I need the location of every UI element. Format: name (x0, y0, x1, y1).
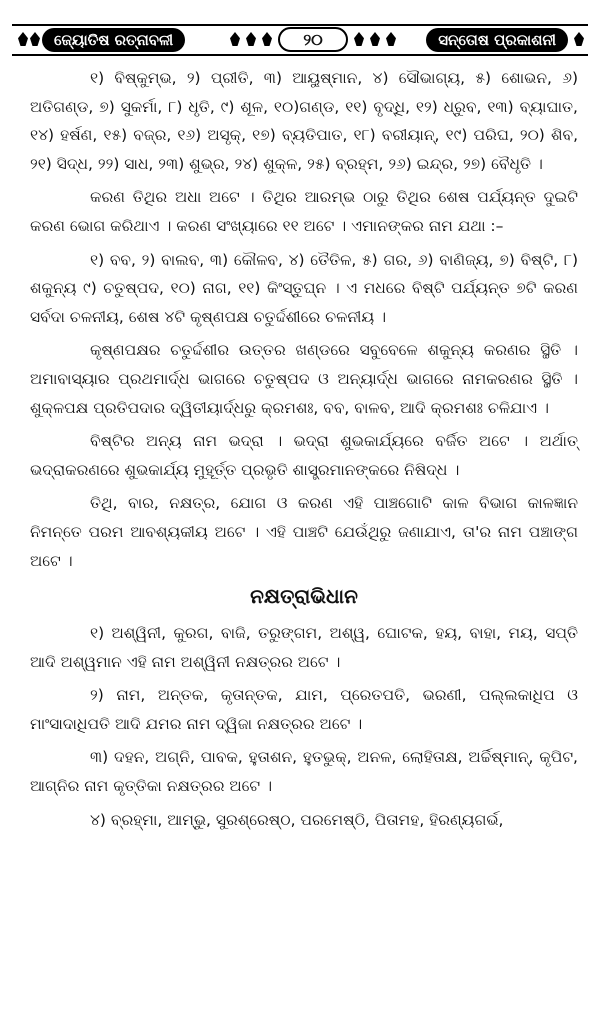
paragraph-yoga-list: ୧) ବିଷ୍କୁମ୍ଭ, ୨) ପ୍ରୀତି, ୩) ଆୟୁଷ୍ମାନ, ୪) ସୌଭାଗ୍ୟ, ୫) ଶୋଭନ, ୬) ଅତିଗଣ୍ଡ, ୭) ସୁକର୍ମା, ୮) ଧୃତି, ୯) ଶୂଳ, ୧୦)ଗଣ୍ଡ, ୧୧) ବୃଦ୍ଧି, ୧୨) ଧ୍ରୁବ, ୧୩) ବ୍ୟାଘାତ, ୧୪) ହର୍ଷଣ, ୧୫) ବଜ୍ର, ୧୬) ଅସୃକ୍, ୧୭) ବ୍ୟତିପାତ, ୧୮) ବରୀୟାନ୍, ୧୯) ପରିଘ, ୨୦) ଶିବ, ୨୧) ସିଦ୍ଧ, ୨୨) ସାଧ, ୨୩) ଶୁଭ୍ର, ୨୪) ଶୁକ୍ଳ, ୨୫) ବ୍ରହ୍ମ, ୨୬) ଇନ୍ଦ୍ର, ୨୭) ବୈଧୃତି । (30, 69, 578, 173)
lotus-ornament-icon (246, 32, 256, 46)
publisher-name: ସନ୍ତୋଷ ପ୍ରକାଶନୀ (426, 28, 568, 52)
lotus-ornament-icon (370, 32, 380, 46)
lotus-ornament-icon (30, 32, 40, 46)
page-header (12, 24, 588, 56)
paragraph-karana-position: କୃଷ୍ଣପକ୍ଷର ଚତୁର୍ଦ୍ଦଶୀର ଉତ୍ତର ଖଣ୍ଡରେ ସବୁବେଳେ ଶକୁନ୍ୟ କରଣର ସ୍ଥିତି । ଅମାବାସ୍ୟାର ପ୍ରଥମାର୍ଦ୍ଧ ଭାଗରେ ଚତୁଷ୍ପଦ ଓ ଅନ୍ୟାର୍ଦ୍ଧ ଭାଗରେ ନାମକରଣର ସ୍ଥିତି । ଶୁକ୍ଳପକ୍ଷ ପ୍ରତିପଦାର ଦ୍ୱିତୀୟାର୍ଦ୍ଧରୁ କ୍ରମଶଃ, ବବ, ବାଳବ, ଆଦି କ୍ରମଶଃ ଚଳିଯାଏ । (30, 341, 578, 417)
lotus-ornament-icon (230, 32, 240, 46)
paragraph-karana-list: ୧) ବବ, ୨) ବାଲବ, ୩) କୌଳବ, ୪) ତୈତିଳ, ୫) ଗର, ୬) ବାଣିଜ୍ୟ, ୭) ବିଷ୍ଟି, ୮) ଶକୁନ୍ୟ ୯) ଚତୁଷ୍ପଦ, ୧୦) ନାଗ, ୧୧) କିଂସ୍ତୁଘ୍ନ । ଏ ମଧରେ ବିଷ୍ଟି ପର୍ଯ୍ୟନ୍ତ ୭ଟି କରଣ ସର୍ବଦା ଚଳନୀୟ, ଶେଷ ୪ଟି କୃଷ୍ଣପକ୍ଷ ଚତୁର୍ଦ୍ଦଶୀରେ ଚଳନୀୟ । (30, 250, 578, 326)
lotus-ornament-icon (262, 32, 272, 46)
paragraph-krittika: ୩) ଦହନ, ଅଗ୍ନି, ପାବକ, ହୁତାଶନ, ହୁତଭୁକ୍, ଅନଳ, ଲୋହିତାକ୍ଷ, ଅର୍ଚ୍ଚିଷ୍ମାନ୍, କୃପିଟ, ଆଗ୍ନିର ନାମ କୃତ୍ତିକା ନକ୍ଷତ୍ରର ଅଟେ । (30, 748, 578, 796)
book-title: ଜ୍ୟୋତିଷ ରତ୍ନାବଳୀ (42, 28, 185, 52)
paragraph-bhadra: ବିଷ୍ଟିର ଅନ୍ୟ ନାମ ଭଦ୍ରା । ଭଦ୍ରା ଶୁଭକାର୍ଯ୍ୟରେ ବର୍ଜିତ ଅଟେ । ଅର୍ଥାତ୍ ଭଦ୍ରାକରଣରେ ଶୁଭକାର୍ଯ୍ୟ ମୁହୂର୍ତ୍ତ ପ୍ରଭୃତି ଶାସ୍ତ୍ରମାନଙ୍କରେ ନିଷିଦ୍ଧ । (30, 432, 578, 479)
lotus-ornament-icon (574, 32, 584, 46)
paragraph-panchanga: ତିଥି, ବାର, ନକ୍ଷତ୍ର, ଯୋଗ ଓ କରଣ ଏହି ପାଞ୍ଚଗୋଟି କାଳ ବିଭାଗ କାଳଜ୍ଞାନ ନିମନ୍ତେ ପରମ ଆବଶ୍ୟକୀୟ ଅଟେ । ଏହି ପାଞ୍ଚଟି ଯେଉଁଥିରୁ ଜଣାଯାଏ, ତା'ର ନାମ ପଞ୍ଚାଙ୍ଗ ଅଟେ । (30, 494, 578, 570)
paragraph-rohini: ୪) ବ୍ରହ୍ମା, ଆମ୍ଭୁ, ସୁରଶ୍ରେଷ୍ଠ, ପରମେଷ୍ଠି, ପିତାମହ, ହିରଣ୍ୟଗର୍ଭ, (90, 810, 504, 829)
lotus-ornament-icon (354, 32, 364, 46)
lotus-ornament-icon (18, 32, 28, 46)
page-body (30, 64, 578, 839)
section-heading: ନକ୍ଷତ୍ରାଭିଧାନ (250, 584, 358, 609)
lotus-ornament-icon (386, 32, 396, 46)
paragraph-karana-intro: କରଣ ତିଥିର ଅଧା ଅଟେ । ତିଥିର ଆରମ୍ଭ ଠାରୁ ତିଥିର ଶେଷ ପର୍ଯ୍ୟନ୍ତ ଦୁଇଟି କରଣ ଭୋଗ କରିଥାଏ । କରଣ ସଂଖ୍ୟାରେ ୧୧ ଅଟେ । ଏମାନଙ୍କର ନାମ ଯଥା :– (30, 188, 578, 235)
paragraph-ashwini: ୧) ଅଶ୍ୱିନୀ, କୁରଗ, ବାଜି, ତରୁଙ୍ଗମ, ଅଶ୍ୱ, ଘୋଟକ, ହୟ, ବାହା, ମୟ, ସପ୍ତି ଆଦି ଅଶ୍ୱମାନ ଏହି ନାମ ଅଶ୍ୱିନୀ ନକ୍ଷତ୍ରର ଅଟେ । (30, 624, 578, 671)
page-number: ୨୦ (278, 27, 348, 52)
paragraph-bharani: ୨) ନାମ, ଅନ୍ତକ, କୃତାନ୍ତକ, ଯାମ, ପ୍ରେତପତି, ଭରଣୀ, ପଲ୍ଲକାଧିପ ଓ ମାଂସାଦାଧିପତି ଆଦି ଯମର ନାମ ଦ୍ୱିଜା ନକ୍ଷତ୍ରର ଅଟେ । (30, 686, 578, 733)
